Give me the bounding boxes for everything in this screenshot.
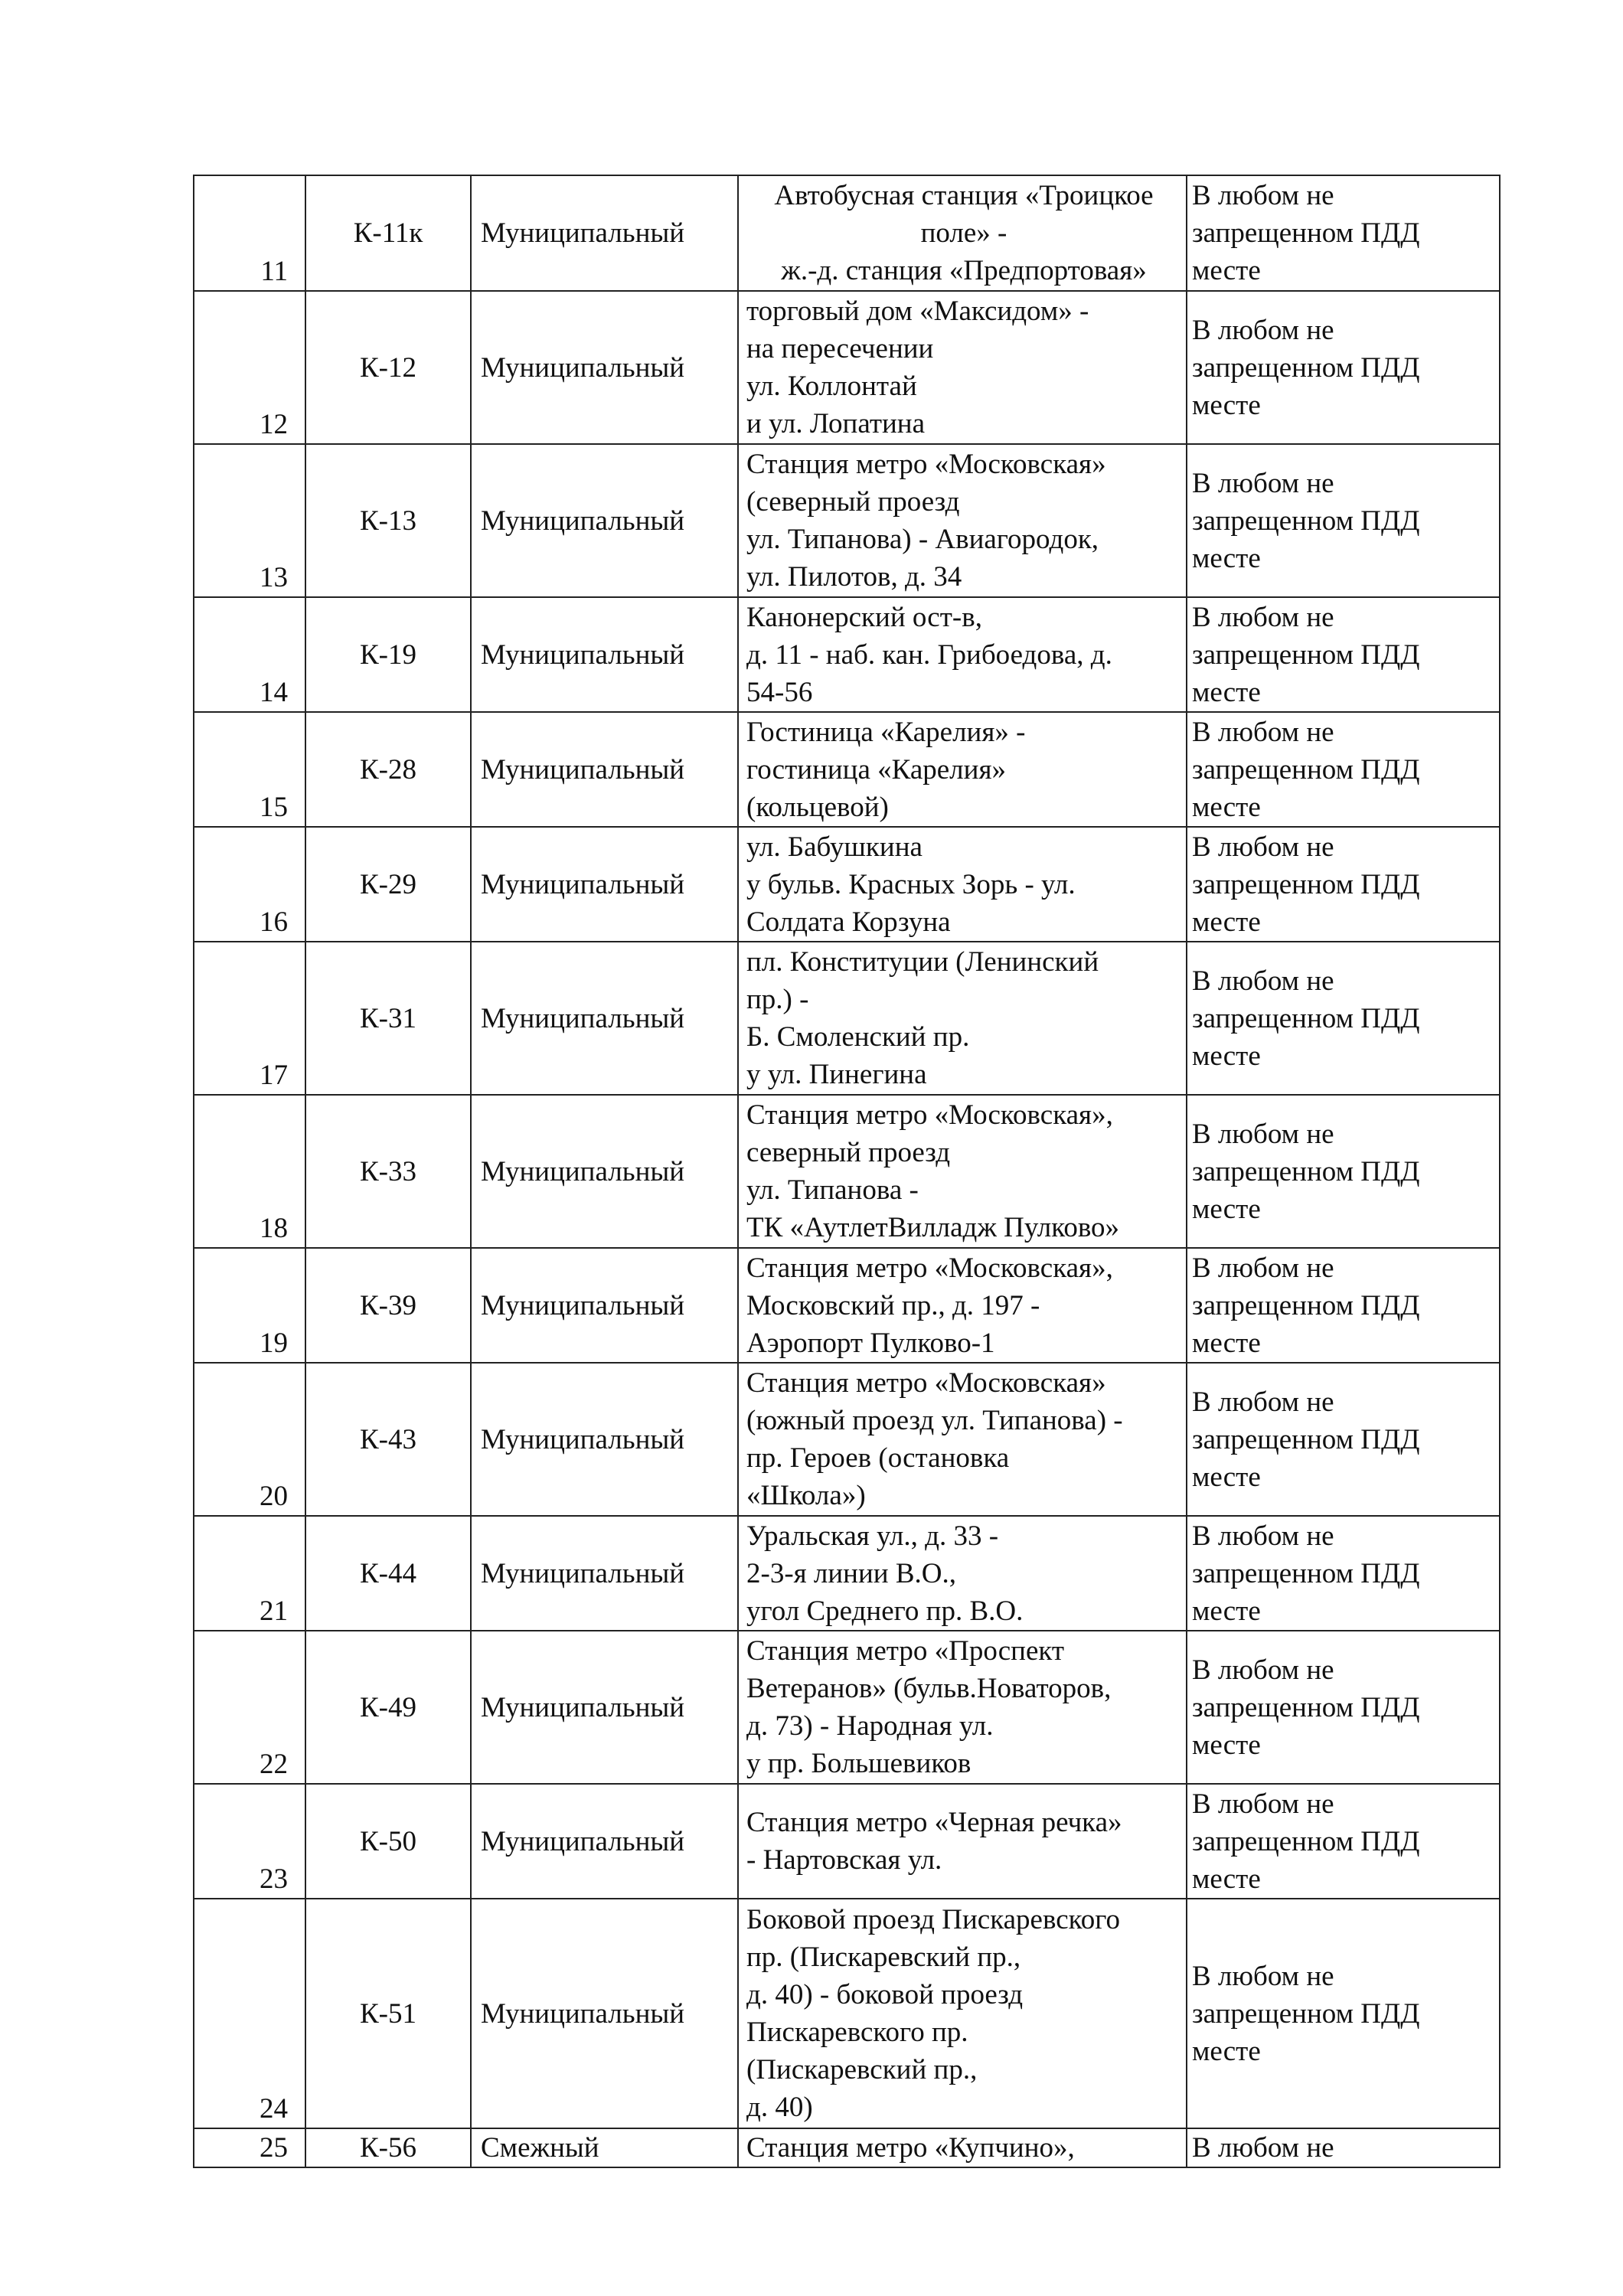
route-code: К-43	[305, 1363, 471, 1516]
table-row	[194, 712, 1500, 827]
route-type: Муниципальный	[471, 175, 738, 291]
stops-line: месте	[1192, 2035, 1261, 2067]
route-line: Автобусная станция «Троицкое	[774, 180, 1154, 211]
stops-line: запрещенном ПДД	[1192, 1423, 1420, 1455]
stops-line: В любом не	[1192, 1788, 1334, 1820]
route-line: Боковой проезд Пискаревского	[746, 1904, 1120, 1935]
route-description	[738, 175, 1187, 291]
route-line: Гостиница «Карелия» -	[746, 716, 1026, 748]
route-line: (Пискаревский пр.,	[746, 2054, 978, 2085]
table-row	[194, 1631, 1500, 1784]
route-type: Муниципальный	[471, 597, 738, 712]
route-line: - Нартовская ул.	[746, 1844, 942, 1876]
table-row	[194, 597, 1500, 712]
route-line: ул. Коллонтай	[746, 371, 917, 402]
stops-line: В любом не	[1192, 180, 1334, 211]
row-number: 14	[194, 597, 305, 712]
route-line: Станция метро «Московская»,	[746, 1099, 1113, 1131]
table-row	[194, 1516, 1500, 1631]
stops-line: запрещенном ПДД	[1192, 1289, 1420, 1321]
stops-line: В любом не	[1192, 2132, 1334, 2164]
stops-line: запрещенном ПДД	[1192, 351, 1420, 384]
route-line: поле» -	[920, 217, 1007, 249]
stops-line: В любом не	[1192, 601, 1334, 633]
row-number: 17	[194, 942, 305, 1095]
stops-description	[1187, 1248, 1500, 1363]
route-code: К-13	[305, 444, 471, 597]
route-line: Станция метро «Проспект	[746, 1635, 1065, 1667]
route-line: Станция метро «Черная речка»	[746, 1807, 1122, 1838]
route-code: К-28	[305, 712, 471, 827]
route-type: Муниципальный	[471, 827, 738, 942]
stops-line: запрещенном ПДД	[1192, 1557, 1420, 1589]
route-line: угол Среднего пр. В.О.	[746, 1595, 1024, 1627]
stops-line: месте	[1192, 542, 1261, 574]
stops-description	[1187, 712, 1500, 827]
route-line: пл. Конституции (Ленинский	[746, 946, 1099, 978]
stops-line: месте	[1192, 1461, 1261, 1493]
route-code: К-39	[305, 1248, 471, 1363]
route-code: К-12	[305, 291, 471, 444]
route-description	[738, 712, 1187, 827]
route-line: пр. Героев (остановка	[746, 1442, 1010, 1474]
route-line: ул. Типанова -	[746, 1174, 919, 1206]
stops-line: месте	[1192, 1595, 1261, 1627]
route-line: Пискаревского пр.	[746, 2017, 968, 2048]
stops-line: месте	[1192, 389, 1261, 421]
stops-line: месте	[1192, 1193, 1261, 1225]
route-line: Станция метро «Московская»	[746, 1367, 1106, 1399]
stops-line: запрещенном ПДД	[1192, 1002, 1420, 1034]
stops-description	[1187, 444, 1500, 597]
stops-description	[1187, 597, 1500, 712]
route-line: 2-3-я линии В.О.,	[746, 1557, 956, 1589]
route-code: К-11к	[305, 175, 471, 291]
stops-line: запрещенном ПДД	[1192, 1691, 1420, 1723]
route-description	[738, 1095, 1187, 1248]
route-code: К-50	[305, 1784, 471, 1899]
table-row	[194, 175, 1500, 291]
stops-description	[1187, 1363, 1500, 1516]
stops-description	[1187, 175, 1500, 291]
route-line: Ветеранов» (бульв.Новаторов,	[746, 1673, 1112, 1704]
row-number: 24	[194, 1899, 305, 2128]
stops-line: В любом не	[1192, 1654, 1334, 1686]
route-line: Солдата Корзуна	[746, 906, 951, 938]
stops-description	[1187, 291, 1500, 444]
stops-line: запрещенном ПДД	[1192, 753, 1420, 785]
stops-line: месте	[1192, 676, 1261, 708]
route-code: К-44	[305, 1516, 471, 1631]
stops-description	[1187, 2128, 1500, 2167]
route-line: д. 11 - наб. кан. Грибоедова, д.	[746, 639, 1112, 671]
stops-line: В любом не	[1192, 965, 1334, 997]
route-description	[738, 1516, 1187, 1631]
route-line: пр. (Пискаревский пр.,	[746, 1942, 1021, 1973]
route-line: торговый дом «Максидом» -	[746, 296, 1089, 327]
route-type: Муниципальный	[471, 1095, 738, 1248]
route-line: Уральская ул., д. 33 -	[746, 1520, 999, 1552]
route-code: К-51	[305, 1899, 471, 2128]
route-description	[738, 597, 1187, 712]
stops-line: В любом не	[1192, 1386, 1334, 1418]
route-type: Муниципальный	[471, 942, 738, 1095]
route-description	[738, 1248, 1187, 1363]
route-type: Муниципальный	[471, 1516, 738, 1631]
route-type: Муниципальный	[471, 1784, 738, 1899]
table-row	[194, 1248, 1500, 1363]
route-line: на пересечении	[746, 333, 934, 364]
stops-line: запрещенном ПДД	[1192, 868, 1420, 900]
row-number: 11	[194, 175, 305, 291]
route-description	[738, 291, 1187, 444]
stops-line: В любом не	[1192, 831, 1334, 863]
table-row	[194, 1363, 1500, 1516]
table-row	[194, 1899, 1500, 2128]
route-line: пр.) -	[746, 984, 809, 1015]
stops-description	[1187, 1784, 1500, 1899]
stops-description	[1187, 942, 1500, 1095]
table-row	[194, 291, 1500, 444]
route-line: Канонерский ост-в,	[746, 601, 982, 633]
route-description	[738, 444, 1187, 597]
table-row	[194, 942, 1500, 1095]
route-line: (северный проезд	[746, 486, 960, 518]
route-description	[738, 2128, 1187, 2167]
row-number: 22	[194, 1631, 305, 1784]
route-description	[738, 942, 1187, 1095]
stops-line: запрещенном ПДД	[1192, 217, 1420, 249]
stops-description	[1187, 1095, 1500, 1248]
route-code: К-31	[305, 942, 471, 1095]
route-line: (южный проезд ул. Типанова) -	[746, 1405, 1123, 1436]
route-type: Смежный	[471, 2128, 738, 2167]
route-description	[738, 1631, 1187, 1784]
stops-line: месте	[1192, 791, 1261, 823]
route-line: у бульв. Красных Зорь - ул.	[746, 868, 1076, 900]
table-row	[194, 1095, 1500, 1248]
row-number: 12	[194, 291, 305, 444]
row-number: 20	[194, 1363, 305, 1516]
row-number: 21	[194, 1516, 305, 1631]
stops-line: запрещенном ПДД	[1192, 1825, 1420, 1857]
stops-line: запрещенном ПДД	[1192, 639, 1420, 671]
route-description	[738, 1784, 1187, 1899]
stops-line: В любом не	[1192, 1960, 1334, 1992]
stops-description	[1187, 1631, 1500, 1784]
route-line: у ул. Пинегина	[746, 1059, 927, 1090]
stops-line: месте	[1192, 1729, 1261, 1761]
route-line: ул. Бабушкина	[746, 831, 923, 863]
route-type: Муниципальный	[471, 291, 738, 444]
route-line: Аэропорт Пулково-1	[746, 1327, 995, 1359]
route-line: северный проезд	[746, 1137, 951, 1168]
route-line: д. 73) - Народная ул.	[746, 1710, 994, 1742]
route-description	[738, 1363, 1187, 1516]
route-code: К-29	[305, 827, 471, 942]
table-row	[194, 827, 1500, 942]
route-type: Муниципальный	[471, 1631, 738, 1784]
route-type: Муниципальный	[471, 444, 738, 597]
route-line: ул. Пилотов, д. 34	[746, 561, 962, 593]
table-row	[194, 1784, 1500, 1899]
route-type: Муниципальный	[471, 1899, 738, 2128]
row-number: 13	[194, 444, 305, 597]
route-description	[738, 827, 1187, 942]
route-line: «Школа»)	[746, 1480, 866, 1511]
stops-line: В любом не	[1192, 1520, 1334, 1552]
stops-line: месте	[1192, 1040, 1261, 1072]
stops-line: месте	[1192, 906, 1261, 938]
row-number: 25	[194, 2128, 305, 2167]
row-number: 16	[194, 827, 305, 942]
route-line: ж.-д. станция «Предпортовая»	[781, 255, 1147, 286]
route-description	[738, 1899, 1187, 2128]
stops-line: В любом не	[1192, 467, 1334, 499]
stops-line: месте	[1192, 1863, 1261, 1895]
route-line: ТК «АутлетВилладж Пулково»	[746, 1212, 1120, 1243]
route-type: Муниципальный	[471, 1363, 738, 1516]
stops-line: В любом не	[1192, 314, 1334, 346]
route-line: и ул. Лопатина	[746, 408, 926, 439]
route-type: Муниципальный	[471, 1248, 738, 1363]
route-code: К-56	[305, 2128, 471, 2167]
route-line: Станция метро «Купчино»,	[746, 2132, 1075, 2164]
stops-description	[1187, 1516, 1500, 1631]
stops-line: месте	[1192, 255, 1261, 286]
route-code: К-49	[305, 1631, 471, 1784]
row-number: 23	[194, 1784, 305, 1899]
route-line: гостиница «Карелия»	[746, 753, 1006, 785]
stops-line: месте	[1192, 1327, 1261, 1359]
route-type: Муниципальный	[471, 712, 738, 827]
stops-line: запрещенном ПДД	[1192, 1997, 1420, 2030]
stops-line: В любом не	[1192, 1118, 1334, 1150]
route-line: у пр. Большевиков	[746, 1748, 972, 1779]
stops-description	[1187, 1899, 1500, 2128]
route-line: д. 40) - боковой проезд	[746, 1979, 1024, 2010]
stops-line: запрещенном ПДД	[1192, 1155, 1420, 1187]
route-line: Станция метро «Московская»,	[746, 1252, 1113, 1284]
route-line: Станция метро «Московская»	[746, 449, 1106, 480]
route-line: Б. Смоленский пр.	[746, 1021, 970, 1053]
stops-description	[1187, 827, 1500, 942]
routes-table	[193, 175, 1501, 2168]
stops-line: В любом не	[1192, 1252, 1334, 1284]
stops-line: В любом не	[1192, 716, 1334, 748]
route-code: К-19	[305, 597, 471, 712]
route-line: Московский пр., д. 197 -	[746, 1289, 1040, 1321]
route-line: (кольцевой)	[746, 791, 889, 823]
route-line: 54-56	[746, 676, 813, 708]
row-number: 15	[194, 712, 305, 827]
route-line: д. 40)	[746, 2092, 813, 2123]
route-line: ул. Типанова) - Авиагородок,	[746, 524, 1099, 555]
row-number: 19	[194, 1248, 305, 1363]
stops-line: запрещенном ПДД	[1192, 505, 1420, 537]
table-row	[194, 444, 1500, 597]
route-code: К-33	[305, 1095, 471, 1248]
row-number: 18	[194, 1095, 305, 1248]
table-row	[194, 2128, 1500, 2167]
